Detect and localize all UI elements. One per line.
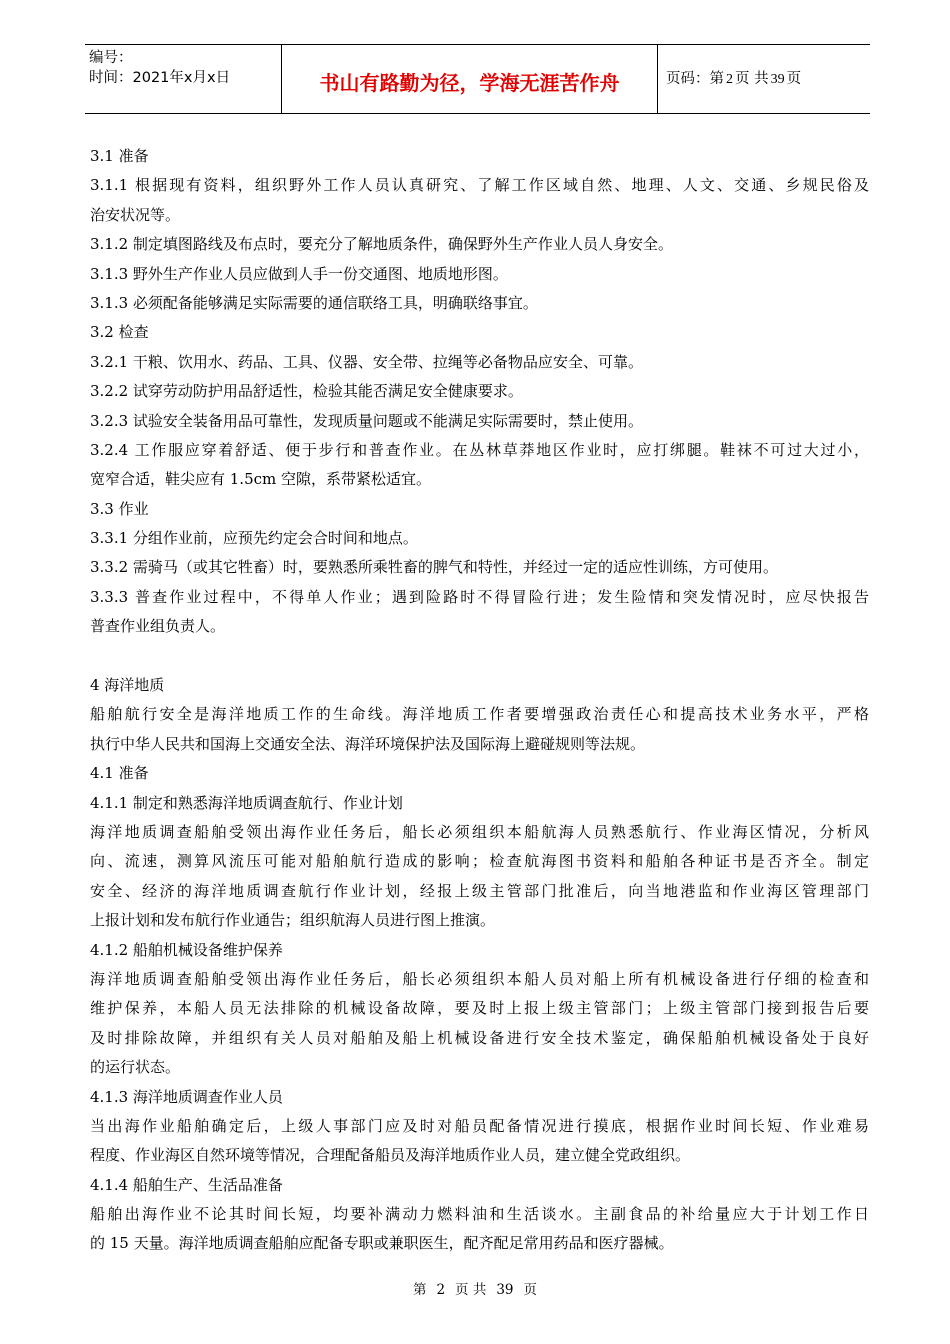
footer-page-number: 2 [436,1282,446,1298]
text-line: 海洋地质调查船舶受领出海作业任务后，船长必须组织本船航海人员熟悉航行、作业海区情况，分析风 [90,822,869,841]
text-line: 的 15 天量。海洋地质调查船舶应配备专职或兼职医生，配齐配足常用药品和医疗器械。 [90,1234,674,1253]
header-motto-cell [282,45,658,113]
text-line: 3.1.3 野外生产作业人员应做到人手一份交通图、地质地形图。 [90,264,508,283]
header-motto: 书山有路勤为径，学海无涯苦作舟 [319,71,620,95]
page-suffix: 页 [786,71,802,87]
text-line: 4.1 准备 [90,764,149,783]
page-total: 39 [770,72,785,87]
text-line: 3.1.2 制定填图路线及布点时，要充分了解地质条件，确保野外生产作业人员人身安全。 [90,235,673,254]
text-line: 3.1.3 必须配备能够满足实际需要的通信联络工具，明确联络事宜。 [90,293,538,312]
paragraph-gap [90,642,869,671]
text-line: 3.3.3 普查作业过程中，不得单人作业；遇到险路时不得冒险行进；发生险情和突发情况时，应尽快报告 [90,587,869,606]
page-footer [0,1278,950,1298]
text-line: 维护保养，本船人员无法排除的机械设备故障，要及时上报上级主管部门；上级主管部门接到报告后要 [90,999,869,1018]
footer-suffix: 页 [523,1282,538,1298]
text-line: 普查作业组负责人。 [90,617,226,636]
text-line: 海洋地质调查船舶受领出海作业任务后，船长必须组织本船人员对船上所有机械设备进行仔细的检查和 [90,969,869,988]
text-line: 3.2.4 工作服应穿着舒适、便于步行和普查作业。在丛林草莽地区作业时，应打绑腿。鞋袜不可过大过小， [90,440,869,459]
text-line: 4.1.3 海洋地质调查作业人员 [90,1087,283,1106]
document-number-label: 编号： [89,50,133,66]
document-body [90,142,869,1259]
text-line: 3.3.1 分组作业前，应预先约定会合时间和地点。 [90,529,418,548]
text-line: 4.1.1 制定和熟悉海洋地质调查航行、作业计划 [90,793,403,812]
page-header [85,44,870,114]
text-line: 3.2.1 干粮、饮用水、药品、工具、仪器、安全带、拉绳等必备物品应安全、可靠。 [90,352,643,371]
text-line: 宽窄合适，鞋尖应有 1.5cm 空隙，系带紧松适宜。 [90,470,432,489]
header-page-info [658,45,870,113]
text-line: 向、流速，测算风流压可能对船舶航行造成的影响；检查航海图书资料和船舶各种证书是否齐全。制定 [90,852,869,871]
text-line: 4.1.4 船舶生产、生活品准备 [90,1175,283,1194]
text-line: 执行中华人民共和国海上交通安全法、海洋环境保护法及国际海上避碰规则等法规。 [90,734,646,753]
text-line: 上报计划和发布航行作业通告；组织航海人员进行图上推演。 [90,911,496,930]
text-line: 3.2.3 试验安全装备用品可靠性，发现质量问题或不能满足实际需要时，禁止使用。 [90,411,643,430]
text-line: 3.2.2 试穿劳动防护用品舒适性，检验其能否满足安全健康要求。 [90,382,523,401]
text-line: 船舶出海作业不论其时间长短，均要补满动力燃料油和生活谈水。主副食品的补给量应大于计划工作日 [90,1205,869,1224]
text-line: 3.3 作业 [90,499,149,518]
footer-prefix: 第 [412,1282,427,1298]
text-line: 3.2 检查 [90,323,149,342]
text-line: 4 海洋地质 [90,676,165,695]
text-line: 安全、经济的海洋地质调查航行作业计划，经报上级主管部门批准后，向当地港监和作业海区管理部门 [90,881,869,900]
page-prefix: 页码：第 [666,71,724,87]
text-line: 的运行状态。 [90,1058,181,1077]
text-line: 3.1.1 根据现有资料，组织野外工作人员认真研究、了解工作区域自然、地理、人文、交通、乡规民俗及 [90,176,869,195]
text-line: 3.3.2 需骑马（或其它牲畜）时，要熟悉所乘牲畜的脾气和特性，并经过一定的适应性训练，方可使用。 [90,558,778,577]
header-meta [85,45,282,113]
page-mid: 页 共 [735,71,769,87]
footer-mid: 页 共 [455,1282,487,1298]
text-line: 船舶航行安全是海洋地质工作的生命线。海洋地质工作者要增强政治责任心和提高技术业务水平，严格 [90,705,869,724]
page-number: 2 [726,72,733,87]
text-line: 治安状况等。 [90,205,181,224]
text-line: 3.1 准备 [90,147,149,165]
footer-page-total: 39 [496,1282,514,1298]
text-line: 当出海作业船舶确定后，上级人事部门应及时对船员配备情况进行摸底，根据作业时间长短、作业难易 [90,1116,869,1135]
text-line: 4.1.2 船舶机械设备维护保养 [90,940,283,959]
text-line: 及时排除故障，并组织有关人员对船舶及船上机械设备进行安全技术鉴定，确保船舶机械设备处于良好 [90,1028,869,1047]
document-date: 时间：2021年x月x日 [89,70,231,86]
text-line: 程度、作业海区自然环境等情况，合理配备船员及海洋地质作业人员，建立健全党政组织。 [90,1146,691,1165]
